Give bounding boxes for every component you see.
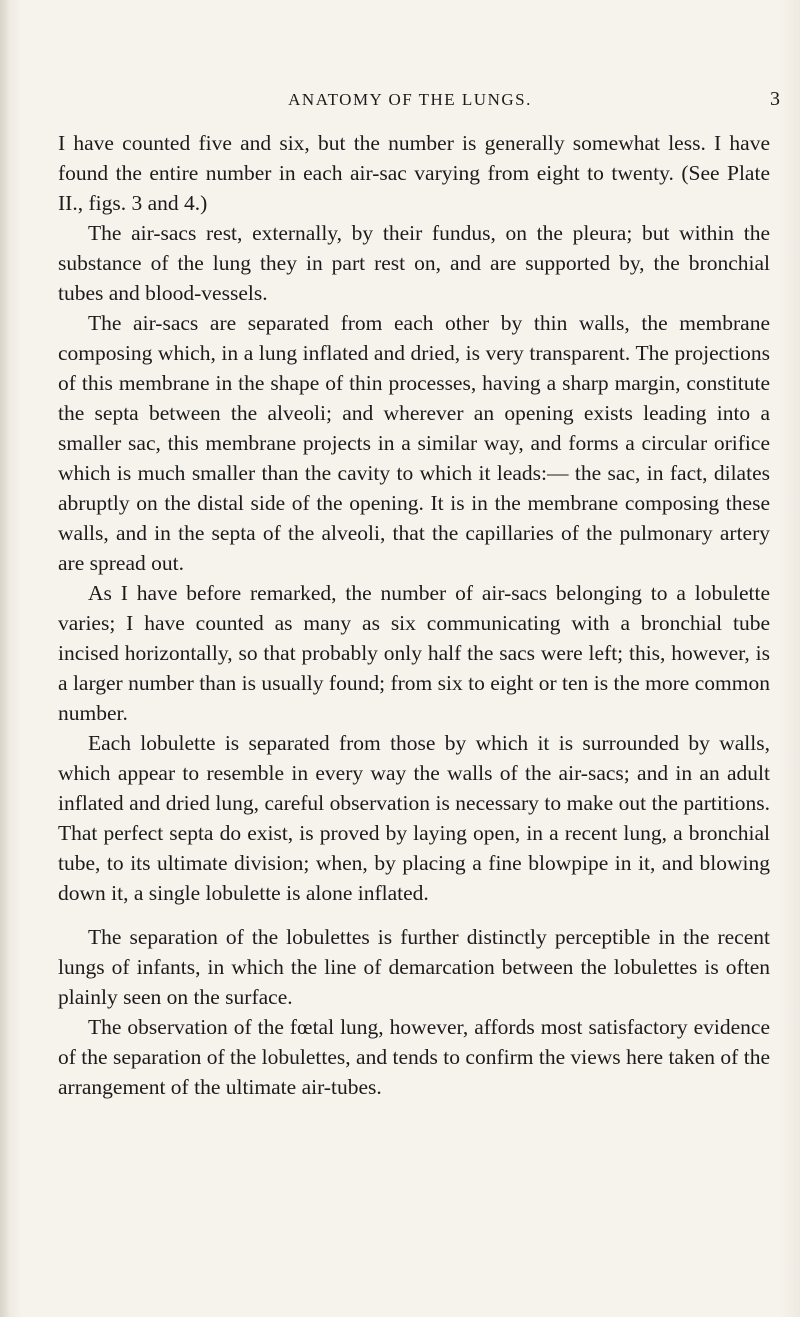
page-number: 3	[770, 88, 780, 110]
paragraph-3: The air-sacs are separated from each other by thin walls, the membrane composing which, in a lung inflated and dried, is very transparent. The projections of this membrane in the shape of thin processes, having a sharp margin, constitute the septa between the alveoli; and wherever an opening exists leading into a smaller sac, this membrane projects in a similar way, and forms a circular orifice which is much smaller than the cavity to which it leads:— the sac, in fact, dilates abruptly on the distal side of the opening. It is in the membrane composing these walls, and in the septa of the alveoli, that the capillaries of the pulmonary artery are spread out.	[58, 311, 770, 575]
page-gutter-shadow	[0, 0, 10, 1317]
paragraph-7: The observation of the fœtal lung, however, affords most satisfactory evidence of the separation of the lobulettes, and tends to confirm the views here taken of the arrangement of the ultimate air-tubes.	[58, 1015, 770, 1099]
body-text	[58, 128, 770, 1102]
paragraph-5: Each lobulette is separated from those by which it is surrounded by walls, which appear to resemble in every way the walls of the air-sacs; and in an adult inflated and dried lung, careful observation is necessary to make out the partitions. That perfect septa do exist, is proved by laying open, in a recent lung, a bronchial tube, to its ultimate division; when, by placing a fine blowpipe in it, and blowing down it, a single lobulette is alone inflated.	[58, 731, 770, 905]
running-header	[40, 90, 780, 116]
paragraph-2: The air-sacs rest, externally, by their fundus, on the pleura; but within the substance of the lung they in part rest on, and are supported by, the bronchial tubes and blood-vessels.	[58, 221, 770, 305]
paragraph-1: I have counted five and six, but the number is generally somewhat less. I have found the entire number in each air-sac varying from eight to twenty. (See Plate II., figs. 3 and 4.)	[58, 131, 770, 215]
header-title: ANATOMY OF THE LUNGS.	[288, 90, 532, 109]
paragraph-6: The separation of the lobulettes is further distinctly perceptible in the recent lungs of infants, in which the line of demarcation between the lobulettes is often plainly seen on the surface.	[58, 925, 770, 1009]
paragraph-4: As I have before remarked, the number of air-sacs belonging to a lobulette varies; I have counted as many as six communicating with a bronchial tube incised horizontally, so that probably only half the sacs were left; this, however, is a larger number than is usually found; from six to eight or ten is the more common number.	[58, 581, 770, 725]
